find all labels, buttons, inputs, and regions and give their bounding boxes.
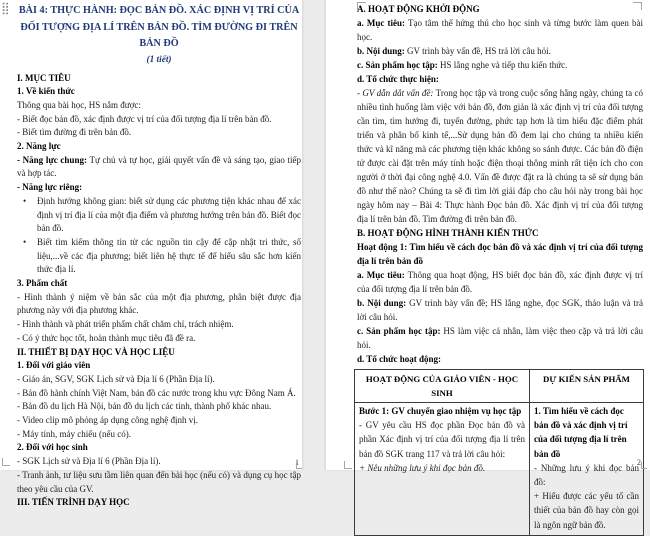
paragraph-text: GV trình bày vấn đề; HS lắng nghe, đọc SGK, thảo luận và trả lời câu hỏi.	[357, 298, 643, 322]
table-cell-teacher-student	[355, 403, 530, 536]
paragraph-text: Tự chủ và tự học, giải quyết vấn đề và sáng tạo, giao tiếp và hợp tác.	[17, 154, 301, 179]
subsection-heading: 3. Phẩm chất	[17, 278, 68, 289]
lesson-title-line2: ĐỐI TƯỢNG ĐỊA LÍ TRÊN BẢN ĐỒ. TÌM ĐƯỜNG ĐI TRÊN BẢN ĐỒ	[20, 21, 298, 49]
paragraph	[357, 268, 643, 296]
lesson-duration: (1 tiết)	[146, 54, 172, 65]
paragraph: - Biết tìm đường đi trên bản đồ.	[17, 127, 132, 138]
paragraph	[357, 44, 643, 58]
paragraph-lead: b. Nội dung:	[357, 298, 407, 308]
paragraph: - Giáo án, SGV, SGK Lịch sử và Địa lí 6 (Phần Địa lí).	[17, 373, 215, 384]
paragraph-lead: a. Mục tiêu:	[357, 18, 405, 28]
paragraph-text: Trong học tập và trong cuộc sống hằng ngày, chúng ta có nhiều tình huống làm việc với bản đồ, đơn giản là xác định vị trí của đối tượng cần tìm, tìm hướng đi, tuyến đường, phức tạp hơn là tìm hiểu đặc điểm phát triển và phân bố kinh tế,...Sử dụng bản đồ đem lại cho chúng ta nhiều kiến thức và kĩ năng mà các phương tiện khác không so sánh được. Các bản đồ điện tử được cài đặt trên máy tính hoặc điện thoại thông minh rất tiện ích cho con người ở thời đại công nghệ 4.0. Vấn đề được đặt ra là chúng ta sẽ sử dụng bản đồ như thế nào? Chúng ta sẽ đi tìm lời giải đáp cho câu hỏi này trong bài học ngày hôm nay – Bài 4: Thực hành Đọc bản đồ. Xác định vị trí của đối tượng địa lí trên bản đồ. Tìm đường đi trên bản đồ.	[357, 88, 643, 224]
table-paragraph: + Hiểu được các yếu tố cần thiết của bản đồ hay còn gọi là ngôn ngữ bản đồ.	[534, 491, 639, 530]
table-header-teacher-student: HOẠT ĐỘNG CỦA GIÁO VIÊN - HỌC SINH	[355, 370, 530, 403]
drag-handle-icon[interactable]: ⣿	[1, 1, 10, 15]
paragraph-lead: c. Sản phẩm học tập:	[357, 326, 441, 336]
paragraph: - Máy tính, máy chiếu (nếu có).	[17, 428, 131, 439]
paragraph: - Hình thành ý niệm về bản sắc của một địa phương, phân biệt được địa phương này với địa phương khác.	[17, 291, 301, 316]
section-heading: A. HOẠT ĐỘNG KHỞI ĐỘNG	[357, 4, 480, 14]
subsection-heading: d. Tổ chức thực hiện:	[357, 74, 439, 84]
table-header-row	[355, 370, 644, 403]
paragraph: - Hình thành và phát triển phẩm chất chăm chỉ, trách nhiệm.	[17, 319, 234, 330]
paragraph: - Video clip mô phỏng áp dụng công nghệ định vị.	[17, 415, 199, 426]
page-1-content	[17, 3, 301, 510]
paragraph-lead: b. Nội dung:	[357, 46, 405, 56]
paragraph-text: Tạo tâm thế hứng thú cho học sinh và từng bước làm quen bài học.	[357, 18, 643, 42]
page-number: 2	[637, 458, 641, 467]
paragraph: - Tranh ảnh, tư liệu sưu tầm liên quan đến bài học (nếu có) và dụng cụ học tập theo yêu cầu của GV.	[17, 469, 301, 494]
table-paragraph: - Những lưu ý khi đọc bản đồ:	[534, 462, 639, 488]
paragraph-lead: - Năng lực chung:	[17, 154, 87, 165]
table-header-expected-product: DỰ KIẾN SẢN PHẨM	[530, 370, 644, 403]
bullet-item: • Biết tìm kiếm thông tin từ các nguồn tin cậy để cập nhật tri thức, số liệu,...về các địa phương; biết liên hệ thực tế để hiểu sâu sắc hơn kiến thức địa lí.	[17, 236, 301, 277]
activity-heading: Hoạt động 1: Tìm hiểu về cách đọc bản đồ và xác định vị trí của đối tượng địa lí trên bản đồ	[357, 242, 643, 266]
subsection-heading: 1. Về kiến thức	[17, 86, 75, 97]
paragraph-lead: c. Sản phẩm học tập:	[357, 60, 438, 70]
paragraph	[357, 324, 643, 352]
subsection-heading: d. Tổ chức hoạt động:	[357, 354, 442, 364]
margin-mark	[296, 462, 302, 469]
section-heading: B. HOẠT ĐỘNG HÌNH THÀNH KIẾN THỨC	[357, 228, 539, 238]
page-2	[326, 0, 650, 530]
paragraph: - Biết đọc bản đồ, xác định được vị trí của đối tượng địa lí trên bản đồ.	[17, 113, 272, 124]
paragraph-text: HS làm việc cá nhân, làm việc theo cặp và trả lời câu hỏi.	[357, 326, 643, 350]
paragraph-lead: - GV dẫn dắt vấn đề:	[357, 88, 434, 98]
paragraph-lead: a. Mục tiêu:	[357, 270, 405, 280]
paragraph-text: Thông qua hoạt động, HS biết đọc bản đồ, xác định được vị trí của đối tượng địa lí trên bản đồ.	[357, 270, 643, 294]
table-paragraph: + Nêu những lưu ý khi đọc bản đồ.	[359, 462, 486, 473]
activity-table	[354, 369, 644, 536]
paragraph: Thông qua bài học, HS nắm được:	[17, 99, 141, 110]
margin-mark	[2, 458, 10, 466]
page-number: 1	[295, 458, 299, 467]
subsection-heading: 1. Đối với giáo viên	[17, 360, 91, 371]
subsection-heading: 2. Đối với học sinh	[17, 442, 88, 453]
table-step-heading: Bước 1: GV chuyển giao nhiệm vụ học tập	[359, 406, 522, 416]
lesson-title-line1: BÀI 4: THỰC HÀNH: ĐỌC BẢN ĐỒ. XÁC ĐỊNH VỊ TRÍ CỦA	[18, 5, 300, 16]
table-paragraph: - GV yêu cầu HS đọc phần Đọc bản đồ và phần Xác định vị trí của đối tượng địa lí trên bản đồ SGK trang 117 và trả lời câu hỏi:	[359, 420, 525, 459]
paragraph	[357, 296, 643, 324]
table-row	[355, 403, 644, 536]
paragraph: - Bản đồ du lịch Hà Nội, bản đồ du lịch các tỉnh, thành phố khác nhau.	[17, 401, 272, 412]
page-2-content	[357, 2, 643, 536]
subsection-heading: - Năng lực riêng:	[17, 182, 83, 193]
margin-mark	[641, 462, 647, 469]
paragraph: - SGK Lịch sử và Địa lí 6 (Phần Địa lí).	[17, 456, 161, 467]
table-cell-expected-product	[530, 403, 644, 536]
margin-mark	[344, 461, 352, 469]
paragraph	[17, 154, 301, 181]
table-result-heading: 1. Tìm hiểu về cách đọc bản đồ và xác định vị trí của đối tượng địa lí trên bản đồ	[534, 406, 628, 459]
paragraph	[357, 58, 643, 72]
section-heading: III. TIẾN TRÌNH DẠY HỌC	[17, 497, 130, 508]
paragraph: - Bản đồ hành chính Việt Nam, bản đồ các nước trong khu vực Đông Nam Á.	[17, 387, 296, 398]
section-heading: II. THIẾT BỊ DẠY HỌC VÀ HỌC LIỆU	[17, 346, 175, 357]
page-1	[0, 0, 302, 508]
bullet-item: • Định hướng không gian: biết sử dụng các phương tiện khác nhau để xác định vị trí địa lí của một địa điểm và phương hướng trên bản đồ. Biết đọc bản đồ.	[17, 195, 301, 236]
paragraph	[357, 86, 643, 226]
subsection-heading: 2. Năng lực	[17, 141, 61, 152]
section-heading: I. MỤC TIÊU	[17, 72, 71, 83]
paragraph-text: HS lắng nghe và tiếp thu kiến thức.	[437, 60, 568, 70]
paragraph-text: GV trình bày vấn đề, HS trả lời câu hỏi.	[404, 46, 551, 56]
paragraph	[357, 16, 643, 44]
paragraph: - Có ý thức học tốt, hoàn thành mục tiêu đã đề ra.	[17, 332, 196, 343]
